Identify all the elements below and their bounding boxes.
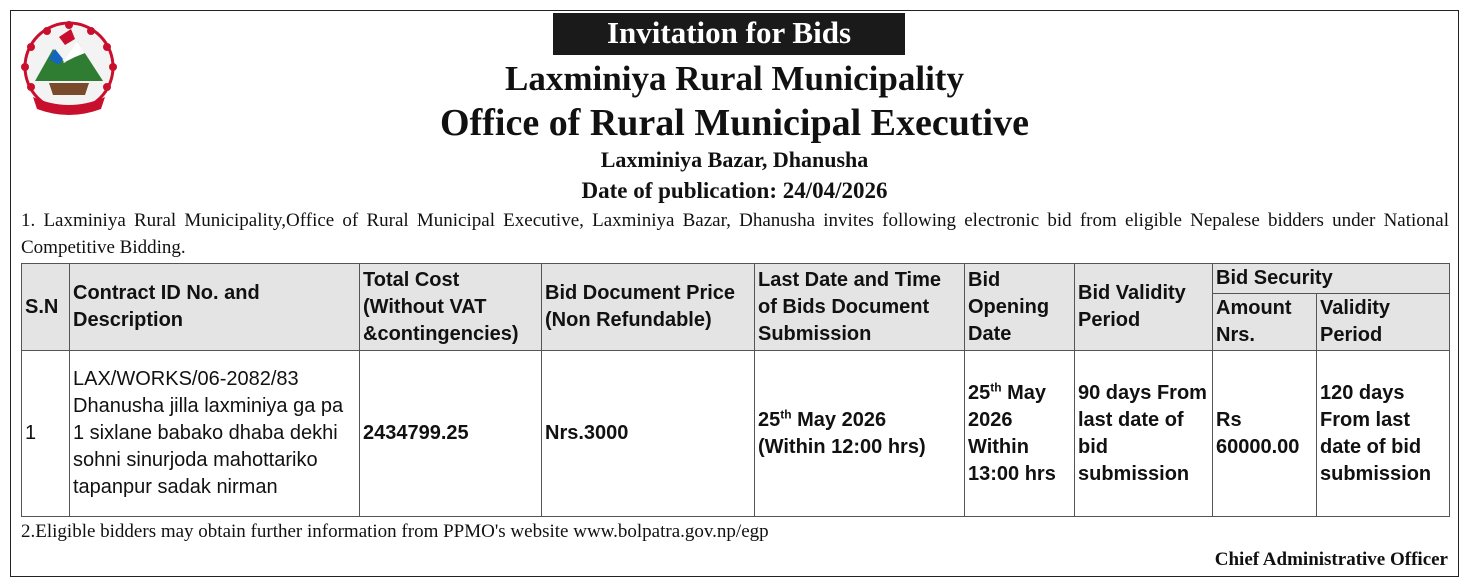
- col-header-contract: Contract ID No. and Description: [70, 264, 360, 351]
- last-date-time: (Within 12:00 hrs): [758, 435, 926, 458]
- further-info-note: 2.Eligible bidders may obtain further information from PPMO's website www.bolpatra.gov.np/egp: [21, 521, 769, 542]
- cell-security-amount: Rs 60000.00: [1213, 351, 1317, 517]
- last-date-suffix: th: [780, 406, 792, 421]
- cell-validity: 90 days From last date of bid submission: [1075, 351, 1213, 517]
- last-date-rest: May 2026: [791, 408, 887, 431]
- cell-contract: [70, 351, 360, 517]
- col-header-total-cost: Total Cost (Without VAT &contingencies): [360, 264, 542, 351]
- organization-name: Laxminiya Rural Municipality: [505, 59, 964, 98]
- col-header-opening-date: Bid Opening Date: [965, 264, 1075, 351]
- cell-security-validity: 120 days From last date of bid submission: [1317, 351, 1450, 517]
- col-header-bid-security: Bid Security: [1213, 264, 1450, 294]
- opening-date-suffix: th: [990, 379, 1002, 394]
- cell-sn: 1: [22, 351, 70, 517]
- col-header-sn: S.N: [22, 264, 70, 351]
- contract-id: LAX/WORKS/06-2082/83: [73, 368, 299, 390]
- table-header-row: [22, 264, 1450, 294]
- office-name: Office of Rural Municipal Executive: [440, 102, 1029, 144]
- col-header-security-amount: Amount Nrs.: [1213, 294, 1317, 351]
- signatory: Chief Administrative Officer: [1214, 549, 1448, 570]
- table-row: [22, 351, 1450, 517]
- office-address: Laxminiya Bazar, Dhanusha: [600, 147, 869, 172]
- cell-opening-date: [965, 351, 1075, 517]
- col-header-validity: Bid Validity Period: [1075, 264, 1213, 351]
- intro-paragraph: 1. Laxminiya Rural Municipality,Office of Rural Municipal Executive, Laxminiya Bazar, Dhanusha invites following electronic bid from eligible Nepalese bidders under National Competitive Bidding.: [21, 210, 1449, 258]
- opening-date-rest: May 2026 Within 13:00 hrs: [968, 381, 1056, 485]
- cell-last-date: [755, 351, 965, 517]
- col-header-doc-price: Bid Document Price (Non Refundable): [542, 264, 755, 351]
- cell-total-cost: 2434799.25: [360, 351, 542, 517]
- bids-table: [21, 263, 1450, 517]
- cell-doc-price: Nrs.3000: [542, 351, 755, 517]
- publication-date: Date of publication: 24/04/2026: [581, 178, 888, 203]
- opening-date-day: 25: [968, 381, 991, 404]
- notice-banner: Invitation for Bids: [553, 13, 905, 55]
- bid-notice: [10, 10, 1459, 577]
- last-date-day: 25: [758, 408, 781, 431]
- contract-description: Dhanusha jilla laxminiya ga pa 1 sixlane babako dhaba dekhi sohni sinurjoda mahottariko tapanpur sadak nirman: [73, 395, 344, 498]
- col-header-security-validity: Validity Period: [1317, 294, 1450, 351]
- col-header-last-date: Last Date and Time of Bids Document Submission: [755, 264, 965, 351]
